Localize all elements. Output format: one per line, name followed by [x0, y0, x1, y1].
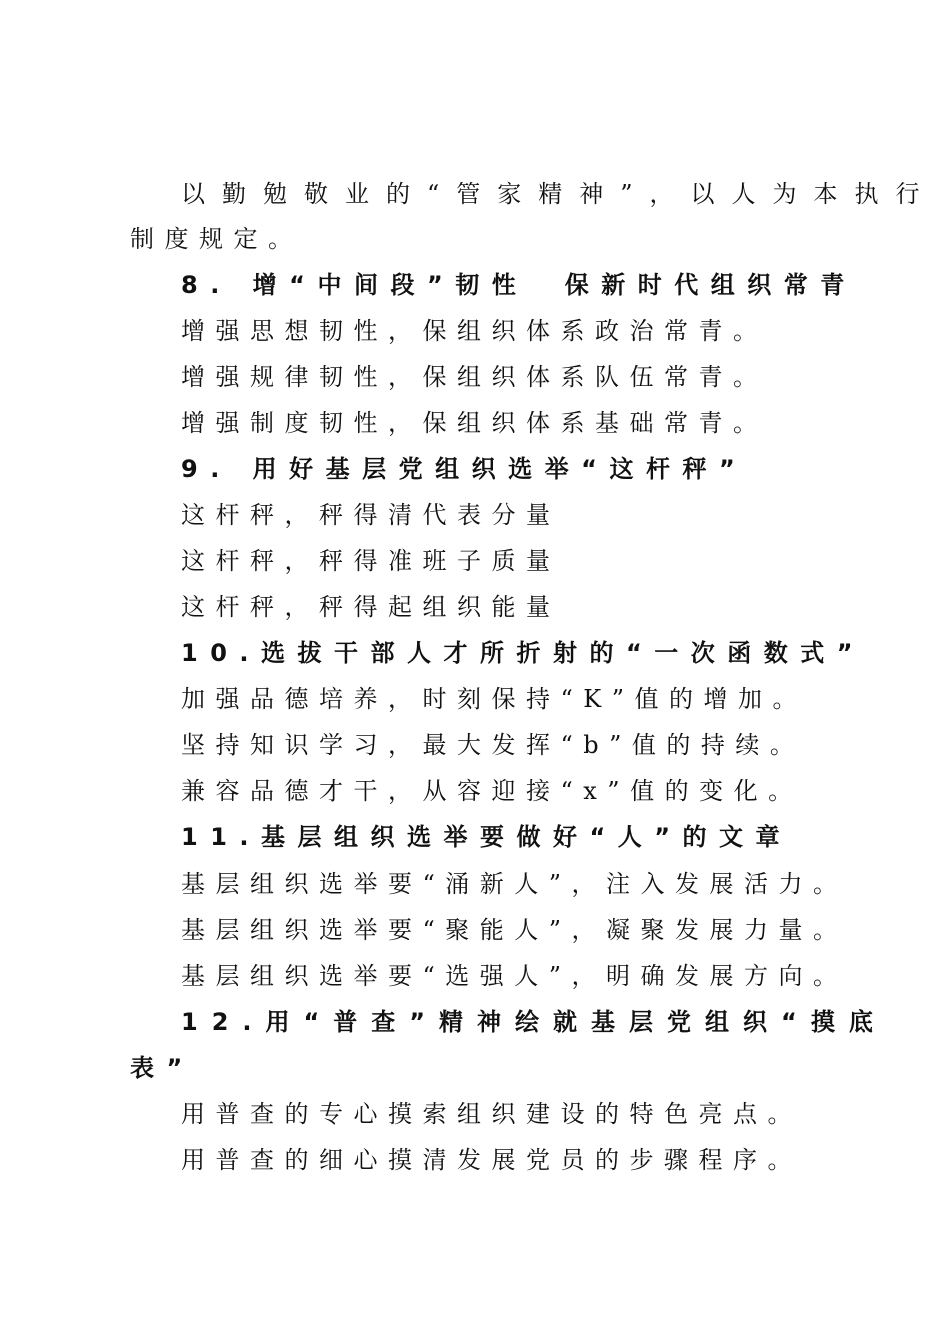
section-heading: 10.选拔干部人才所折射的“一次函数式” [181, 639, 866, 667]
paragraph-line: 这杆秤，秤得准班子质量 [181, 547, 561, 575]
paragraph-line: 基层组织选举要“聚能人”，凝聚发展力量。 [181, 916, 848, 944]
paragraph-line: 用普查的细心摸清发展党员的步骤程序。 [181, 1146, 802, 1174]
paragraph-line: 基层组织选举要“涌新人”，注入发展活力。 [181, 870, 848, 898]
paragraph-line: 增强制度韧性，保组织体系基础常青。 [181, 409, 768, 437]
paragraph-line: 这杆秤，秤得清代表分量 [181, 501, 561, 529]
paragraph-line: 这杆秤，秤得起组织能量 [181, 593, 561, 621]
section-heading: 11.基层组织选举要做好“人”的文章 [181, 823, 793, 851]
paragraph-line: 用普查的专心摸索组织建设的特色亮点。 [181, 1100, 802, 1128]
paragraph-line: 制度规定。 [130, 225, 303, 253]
paragraph-line: 增强思想韧性，保组织体系政治常青。 [181, 317, 768, 345]
paragraph-line: 兼容品德才干，从容迎接“x”值的变化。 [181, 777, 803, 805]
paragraph-line: 以勤勉敬业的“管家精神”，以人为本执行 [181, 180, 937, 208]
section-heading-continued: 表” [130, 1054, 195, 1082]
paragraph-line: 加强品德培养，时刻保持“K”值的增加。 [181, 685, 807, 713]
paragraph-line: 坚持知识学习，最大发挥“b”值的持续。 [181, 731, 805, 759]
section-heading: 12.用“普查”精神绘就基层党组织“摸底 [181, 1008, 887, 1036]
section-heading: 8. 增“中间段”韧性 保新时代组织常青 [181, 271, 857, 299]
paragraph-line: 基层组织选举要“选强人”，明确发展方向。 [181, 962, 848, 990]
section-heading: 9. 用好基层党组织选举“这杆秤” [181, 455, 748, 483]
paragraph-line: 增强规律韧性，保组织体系队伍常青。 [181, 363, 768, 391]
